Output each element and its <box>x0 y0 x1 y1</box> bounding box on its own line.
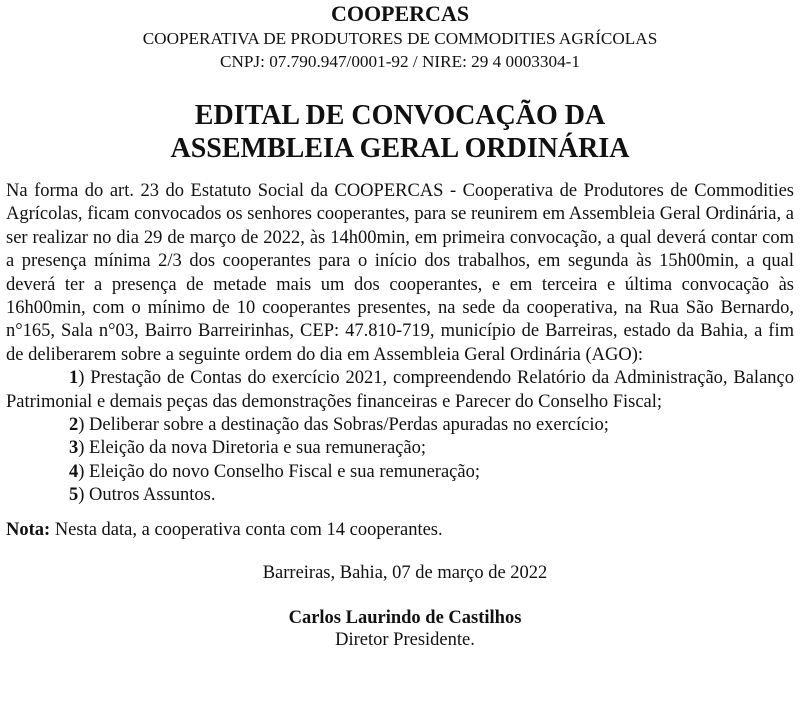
agenda-item-3 <box>6 437 794 460</box>
agenda-item-4 <box>6 461 794 484</box>
title-line-2: ASSEMBLEIA GERAL ORDINÁRIA <box>170 133 630 164</box>
agenda-number: 4 <box>69 461 79 482</box>
place-date: Barreiras, Bahia, 07 de março de 2022 <box>262 563 548 584</box>
agenda-text: ) Prestação de Contas do exercício 2021, compreendendo Relatório da Administração, Balanço Patrimonial e demais peças das demonstrações financeiras e Parecer do Conselho Fiscal; <box>6 368 794 412</box>
agenda-number: 1 <box>69 368 79 389</box>
signer-role: Diretor Presidente. <box>335 629 475 650</box>
org-ids: CNPJ: 07.790.947/0001-92 / NIRE: 29 4 0003304-1 <box>220 52 580 71</box>
document-title <box>6 99 794 165</box>
agenda-text: ) Eleição do novo Conselho Fiscal e sua remuneração; <box>78 461 480 482</box>
note-label: Nota: <box>6 519 51 540</box>
intro-paragraph: Na forma do art. 23 do Estatuto Social da COOPERCAS - Cooperativa de Produtores de Commodities Agrícolas, ficam convocados os senhores cooperantes, para se reunirem em Assembleia Geral Ordinária, a ser realizar no dia 29 de março de 2022, às 14h00min, em primeira convocação, a qual deverá contar com a presença mínima 2/3 dos cooperantes para o início dos trabalhos, em segunda às 15h00min, a qual deverá ter a presença de metade mais um dos cooperantes, e em terceira e última convocação às 16h00min, com o mínimo de 10 cooperantes presentes, na sede da cooperativa, na Rua São Bernardo, n°165, Sala n°03, Bairro Barreirinhas, CEP: 47.810-719, município de Barreiras, estado da Bahia, a fim de deliberarem sobre a seguinte ordem do dia em Assembleia Geral Ordinária (AGO): <box>6 181 794 365</box>
body-text <box>6 180 794 508</box>
agenda-item-5 <box>6 484 794 507</box>
agenda-text: ) Deliberar sobre a destinação das Sobras/Perdas apuradas no exercício; <box>78 415 609 436</box>
agenda-text: ) Outros Assuntos. <box>78 485 216 506</box>
agenda-item-1 <box>6 367 794 414</box>
document-page <box>0 1 800 704</box>
note-text: Nesta data, a cooperativa conta com 14 cooperantes. <box>50 519 443 540</box>
org-full-name: COOPERATIVA DE PRODUTORES DE COMMODITIES AGRÍCOLAS <box>142 29 658 48</box>
agenda-number: 5 <box>69 485 79 506</box>
agenda-text: ) Eleição da nova Diretoria e sua remuneração; <box>78 438 426 459</box>
org-name: COOPERCAS <box>330 1 470 26</box>
agenda-item-2 <box>6 414 794 437</box>
signer-name: Carlos Laurindo de Castilhos <box>288 607 522 628</box>
title-line-1: EDITAL DE CONVOCAÇÃO DA <box>194 100 606 131</box>
agenda-number: 3 <box>69 438 79 459</box>
agenda-number: 2 <box>69 415 79 436</box>
note <box>6 519 794 542</box>
